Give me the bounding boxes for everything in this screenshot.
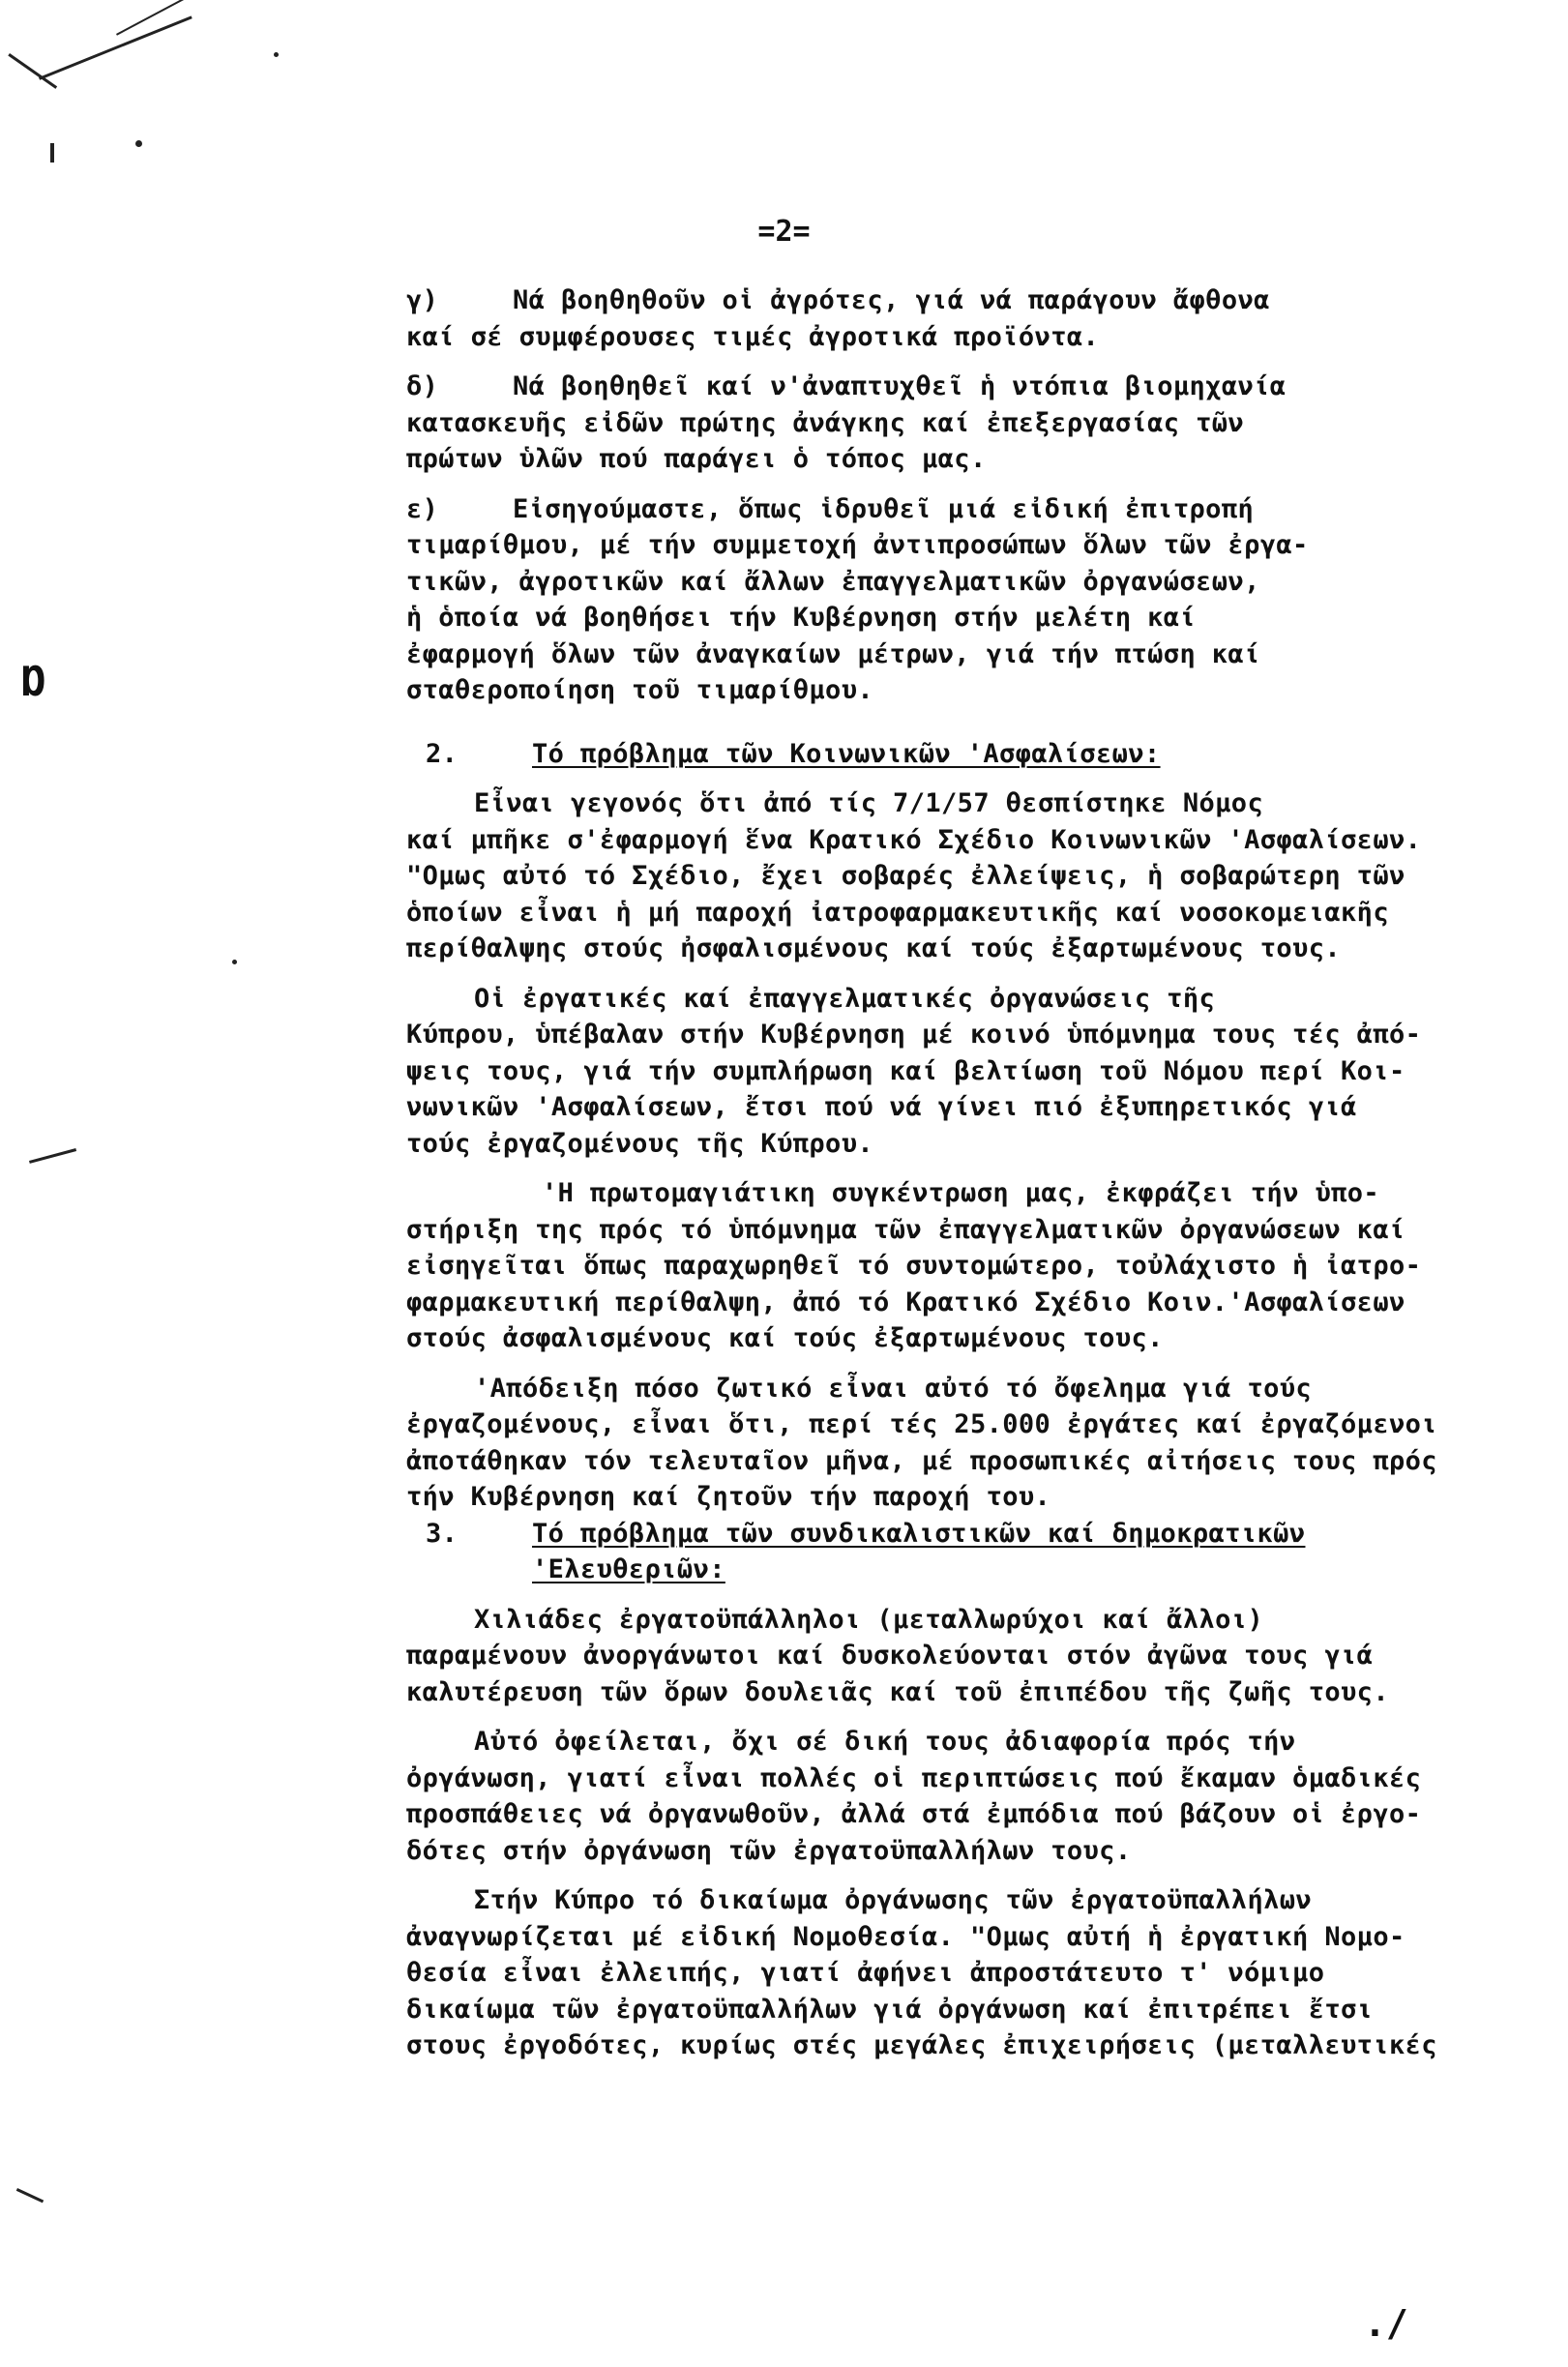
paragraph-line: Κύπρου, ὑπέβαλαν στήν Κυβέρνηση μέ κοινό ὑπόμνημα τους τές ἀπό-	[406, 1020, 1422, 1050]
scan-dot	[50, 143, 54, 163]
item-text: ἡ ὁποία νά βοηθήσει τήν Κυβέρνηση στήν μελέτη καί	[406, 603, 1197, 633]
paragraph-line: ἀναγνωρίζεται μέ εἰδική Νομοθεσία. "Ομως αὐτή ἡ ἐργατική Νομο-	[406, 1921, 1405, 1952]
paragraph-line: θεσία εἶναι ἐλλειπής, γιατί ἀφήνει ἀπροστάτευτο τ' νόμιμο	[406, 1958, 1325, 1988]
paragraph-line: Στήν Κύπρο τό δικαίωμα ὀργάνωσης τῶν ἐργατοϋπαλλήλων	[474, 1885, 1313, 1915]
paragraph	[406, 981, 1538, 1163]
paragraph-line: Εἶναι γεγονός ὅτι ἀπό τίς 7/1/57 θεσπίστηκε Νόμος	[474, 788, 1264, 818]
paragraph-line: Οἱ ἐργατικές καί ἐπαγγελματικές ὀργανώσεις τῆς	[474, 983, 1216, 1014]
paragraph-line: τήν Κυβέρνηση καί ζητοῦν τήν παροχή του.	[406, 1482, 1051, 1512]
paragraph-line: 'Απόδειξη πόσο ζωτικό εἶναι αὐτό τό ὄφελημα γιά τούς	[474, 1373, 1313, 1404]
paragraph	[406, 1602, 1538, 1711]
paragraph-line: Χιλιάδες ἐργατοϋπάλληλοι (μεταλλωρύχοι καί ἄλλοι)	[474, 1604, 1264, 1635]
item-text: σταθεροποίηση τοῦ τιμαρίθμου.	[406, 675, 874, 705]
paragraph-line: ὀργάνωση, γιατί εἶναι πολλές οἱ περιπτώσεις πού ἔκαμαν ὁμαδικές	[406, 1762, 1422, 1793]
item-text: κατασκευῆς εἰδῶν πρώτης ἀνάγκης καί ἐπεξεργασίας τῶν	[406, 407, 1245, 438]
paragraph-line: ψεις τους, γιά τήν συμπλήρωση καί βελτίωση τοῦ Νόμου περί Κοι-	[406, 1055, 1405, 1086]
paragraph-line: δικαίωμα τῶν ἐργατοϋπαλλήλων γιά ὀργάνωση καί ἐπιτρέπει ἔτσι	[406, 1994, 1374, 2025]
paragraph	[406, 1371, 1538, 1516]
item-text: τιμαρίθμου, μέ τήν συμμετοχή ἀντιπροσώπων ὅλων τῶν ἐργα-	[406, 530, 1309, 560]
paragraph-line: δότες στήν ὀργάνωση τῶν ἐργατοϋπαλλήλων τους.	[406, 1835, 1132, 1866]
section-number: 3.	[426, 1518, 459, 1549]
paragraph-line: νωνικῶν 'Ασφαλίσεων, ἔτσι πού νά γίνει πιό ἐξυπηρετικός γιά	[406, 1092, 1357, 1122]
item-text: Νά βοηθηθεῖ καί ν'ἀναπτυχθεῖ ἡ ντόπια βιομηχανία	[513, 371, 1287, 401]
item-label: δ)	[406, 371, 439, 401]
paragraph	[406, 785, 1538, 967]
section-title: Τό πρόβλημα τῶν συνδικαλιστικῶν καί δημοκρατικῶν	[532, 1518, 1306, 1549]
section-heading	[406, 1516, 1538, 1588]
margin-handwritten-mark: Ɒ	[21, 658, 46, 705]
scan-streak	[29, 1148, 76, 1164]
paragraph-line: ὁποίων εἶναι ἡ μή παροχή ἰατροφαρμακευτικῆς καί νοσοκομειακῆς	[406, 897, 1389, 928]
paragraph	[406, 1882, 1538, 2064]
list-item	[406, 491, 1538, 709]
item-text: ἐφαρμογή ὅλων τῶν ἀναγκαίων μέτρων, γιά τήν πτώση καί	[406, 638, 1260, 669]
list-item	[406, 369, 1538, 478]
paragraph-line: παραμένουν ἀνοργάνωτοι καί δυσκολεύονται στόν ἀγῶνα τους γιά	[406, 1641, 1374, 1671]
paragraph-line: 'Η πρωτομαγιάτικη συγκέντρωση μας, ἐκφράζει τήν ὑπο-	[542, 1178, 1380, 1208]
paragraph-line: περίθαλψης στούς ἠσφαλισμένους καί τούς ἐξαρτωμένους τους.	[406, 933, 1342, 963]
scan-streak	[116, 0, 211, 36]
page-number: =2=	[757, 215, 811, 249]
paragraph-line: καί μπῆκε σ'ἐφαρμογή ἕνα Κρατικό Σχέδιο Κοινωνικῶν 'Ασφαλίσεων.	[406, 824, 1422, 855]
paragraph	[406, 1175, 1538, 1357]
document-body	[406, 282, 1538, 2064]
item-text: Εἰσηγούμαστε, ὅπως ἱδρυθεῖ μιά εἰδική ἐπιτροπή	[513, 493, 1255, 524]
paragraph-line: "Ομως αὐτό τό Σχέδιο, ἔχει σοβαρές ἐλλείψεις, ἡ σοβαρώτερη τῶν	[406, 861, 1405, 891]
section-title: Τό πρόβλημα τῶν Κοινωνικῶν 'Ασφαλίσεων:	[532, 738, 1161, 769]
scan-dot	[274, 52, 279, 57]
paragraph-line: προσπάθειες νά ὀργανωθοῦν, ἀλλά στά ἐμπόδια πού βάζουν οἱ ἐργο-	[406, 1799, 1422, 1829]
item-text: καί σέ συμφέρουσες τιμές ἀγροτικά προϊόντα.	[406, 321, 1100, 352]
section-number: 2.	[426, 738, 459, 769]
paragraph	[406, 1724, 1538, 1869]
scan-dot	[135, 140, 142, 147]
paragraph-line: στούς ἀσφαλισμένους καί τούς ἐξαρτωμένους τους.	[406, 1323, 1164, 1353]
section-title-continued: 'Ελευθεριῶν:	[532, 1554, 725, 1584]
paragraph-line: ἐργαζομένους, εἶναι ὅτι, περί τές 25.000 ἐργάτες καί ἐργαζόμενοι	[406, 1409, 1437, 1439]
paragraph-line: ἀποτάθηκαν τόν τελευταῖον μῆνα, μέ προσωπικές αἰτήσεις τους πρός	[406, 1445, 1437, 1476]
section-heading	[406, 736, 1538, 773]
paragraph-line: στους ἐργοδότες, κυρίως στές μεγάλες ἐπιχειρήσεις (μεταλλευτικές	[406, 2030, 1437, 2060]
paragraph-line: φαρμακευτική περίθαλψη, ἀπό τό Κρατικό Σχέδιο Κοιν.'Ασφαλίσεων	[406, 1287, 1405, 1317]
item-label: ε)	[406, 493, 439, 524]
paragraph-line: τούς ἐργαζομένους τῆς Κύπρου.	[406, 1128, 874, 1159]
scan-streak	[39, 15, 192, 79]
item-text: Νά βοηθηθοῦν οἱ ἀγρότες, γιά νά παράγουν ἄφθονα	[513, 285, 1270, 315]
scan-dot	[232, 960, 237, 964]
paragraph-line: εἰσηγεῖται ὅπως παραχωρηθεῖ τό συντομώτερο, τοὐλάχιστο ἡ ἰατρο-	[406, 1251, 1422, 1281]
scan-streak	[8, 53, 57, 89]
paragraph-line: καλυτέρευση τῶν ὅρων δουλειᾶς καί τοῦ ἐπιπέδου τῆς ζωῆς τους.	[406, 1676, 1389, 1707]
scan-streak	[16, 2188, 44, 2203]
paragraph-line: στήριξη της πρός τό ὑπόμνημα τῶν ἐπαγγελματικῶν ὀργανώσεων καί	[406, 1214, 1405, 1245]
item-label: γ)	[406, 285, 439, 315]
paragraph-line: Αὐτό ὀφείλεται, ὄχι σέ δική τους ἀδιαφορία πρός τήν	[474, 1727, 1296, 1757]
item-text: πρώτων ὑλῶν πού παράγει ὁ τόπος μας.	[406, 444, 987, 474]
continuation-mark: ./	[1364, 2302, 1408, 2345]
item-text: τικῶν, ἀγροτικῶν καί ἄλλων ἐπαγγελματικῶν ὀργανώσεων,	[406, 566, 1260, 597]
list-item	[406, 282, 1538, 355]
